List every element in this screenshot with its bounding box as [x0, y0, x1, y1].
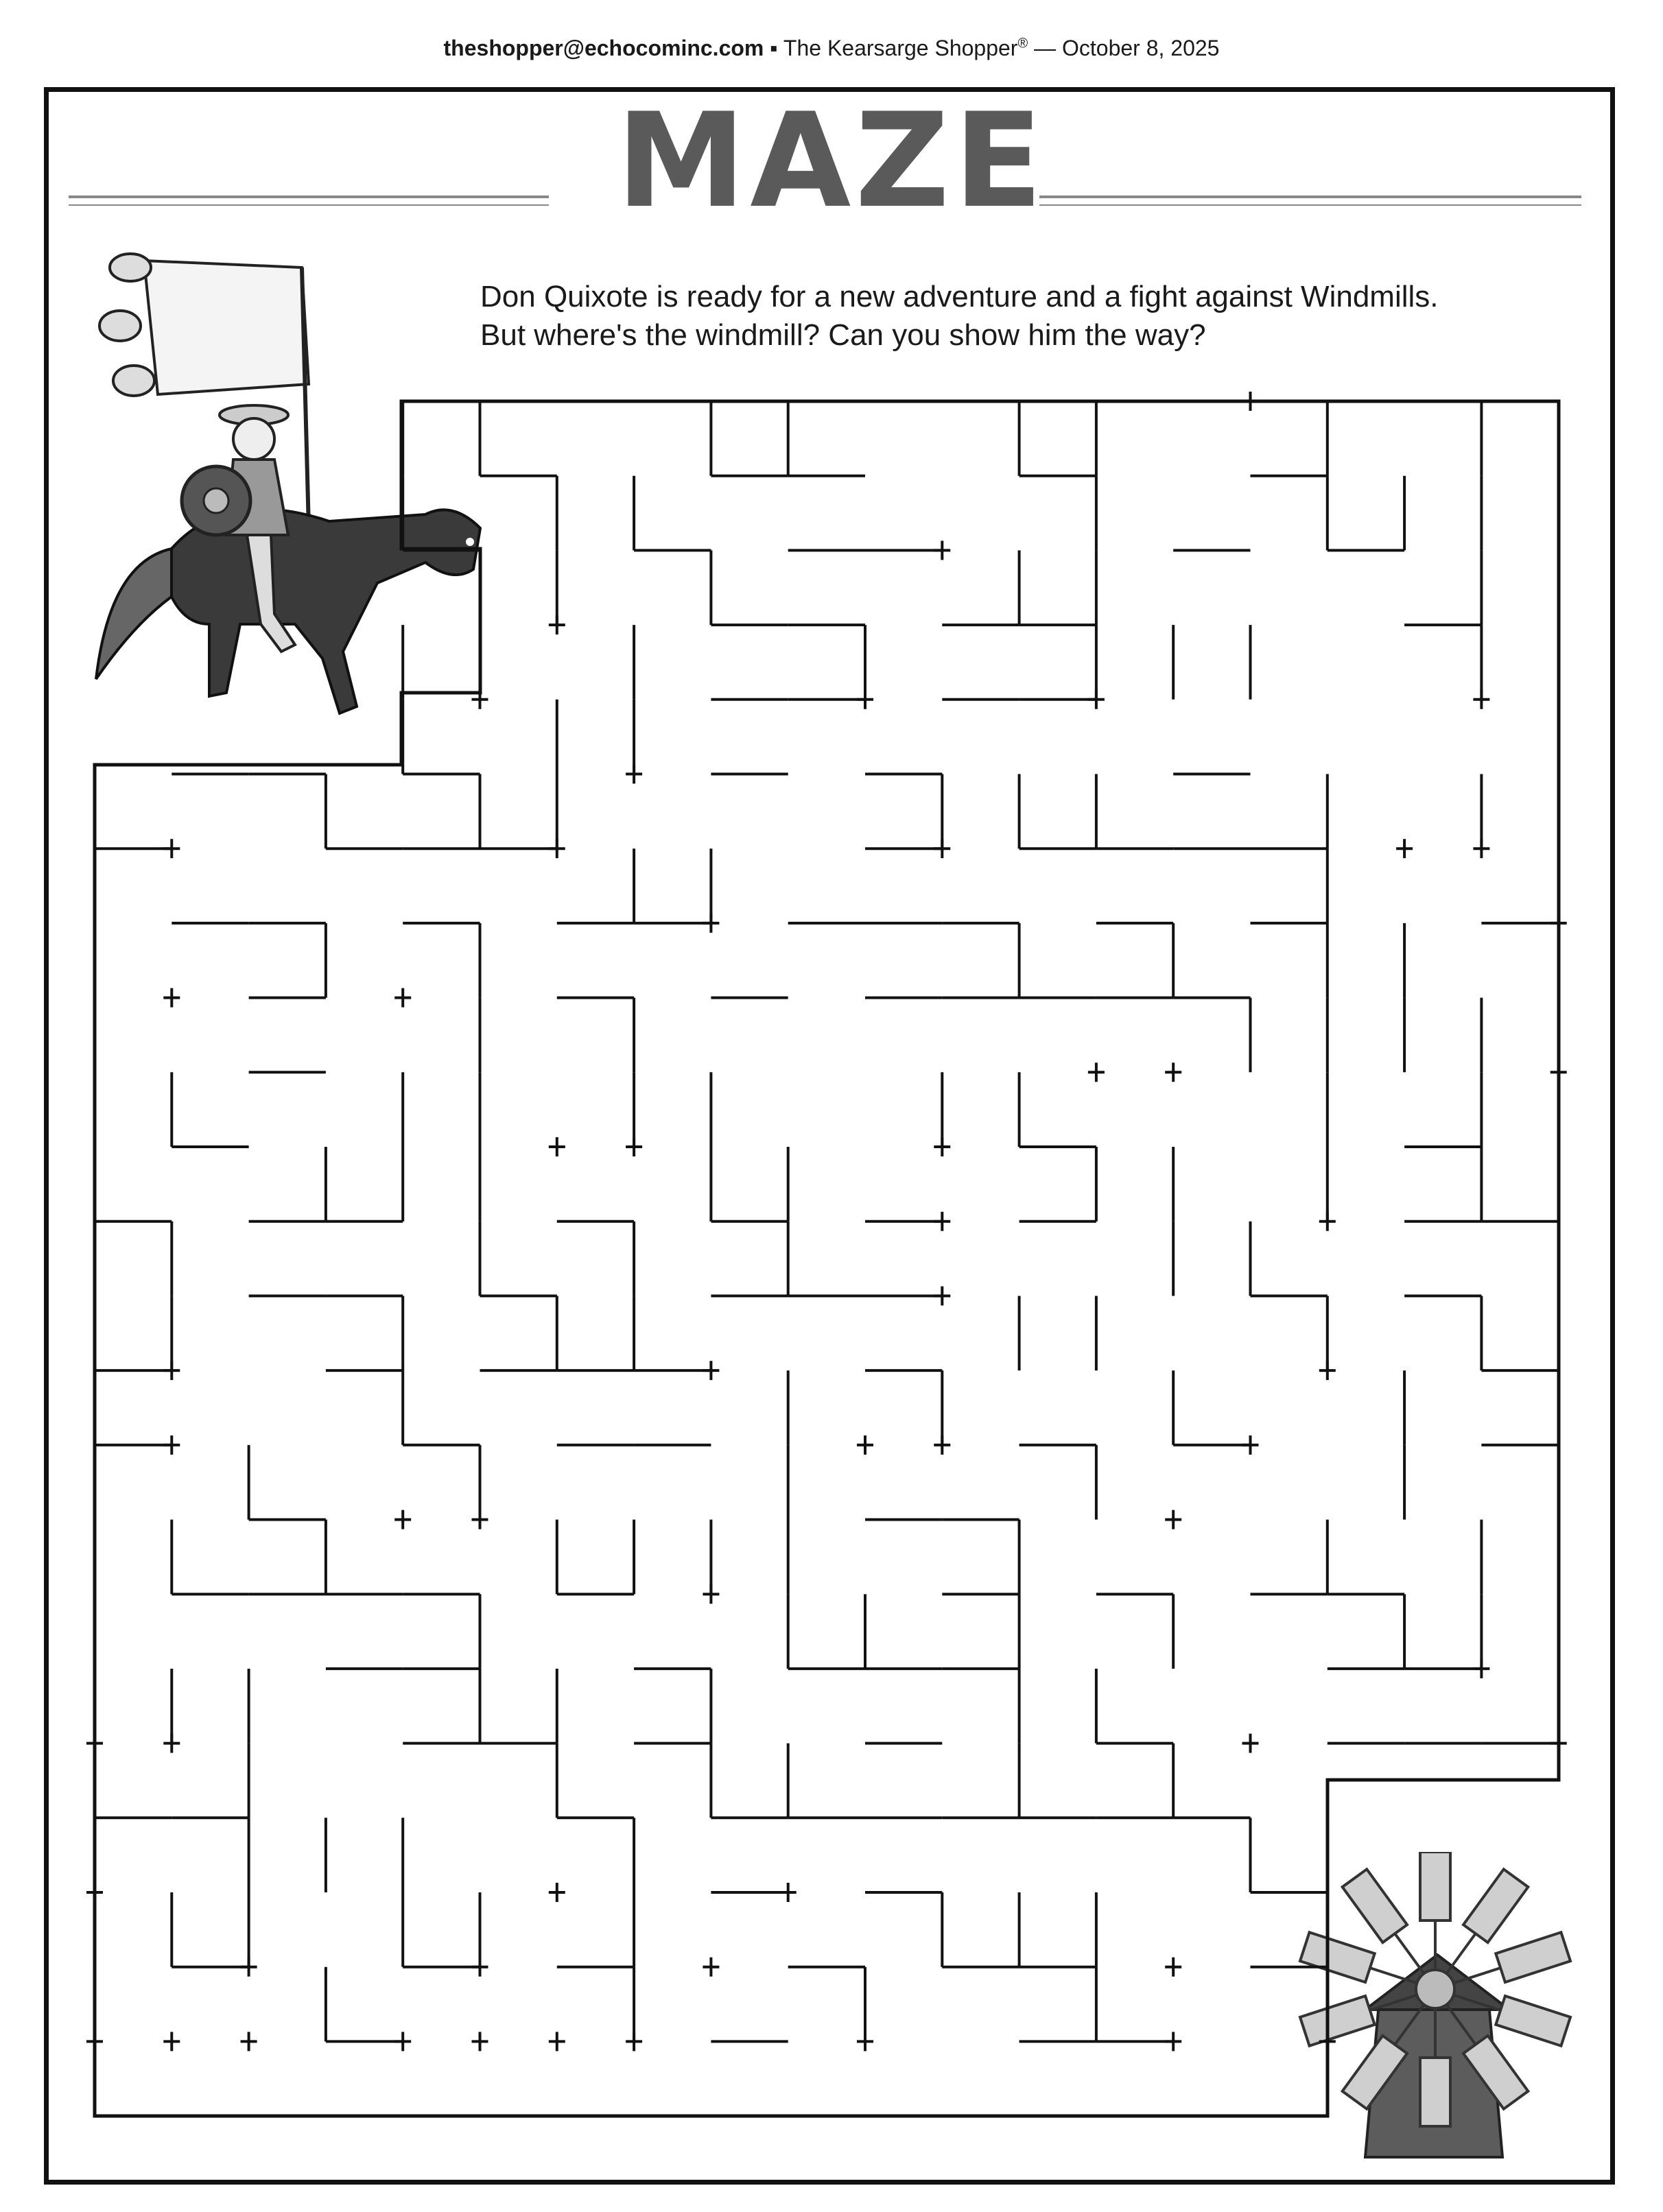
page-title: MAZE — [616, 85, 1047, 237]
maze-outline — [95, 401, 1559, 2116]
instructions-line-1: Don Quixote is ready for a new adventure and a fight against Windmills. — [480, 280, 1439, 313]
header-separator: ▪ — [770, 36, 778, 60]
header-publication: The Kearsarge Shopper — [783, 36, 1018, 60]
header-email: theshopper@echocominc.com — [443, 36, 764, 60]
header-date: — October 8, 2025 — [1034, 36, 1220, 60]
header-reg-mark: ® — [1017, 36, 1028, 51]
instructions-line-2: But where's the windmill? Can you show him the way? — [480, 318, 1206, 352]
